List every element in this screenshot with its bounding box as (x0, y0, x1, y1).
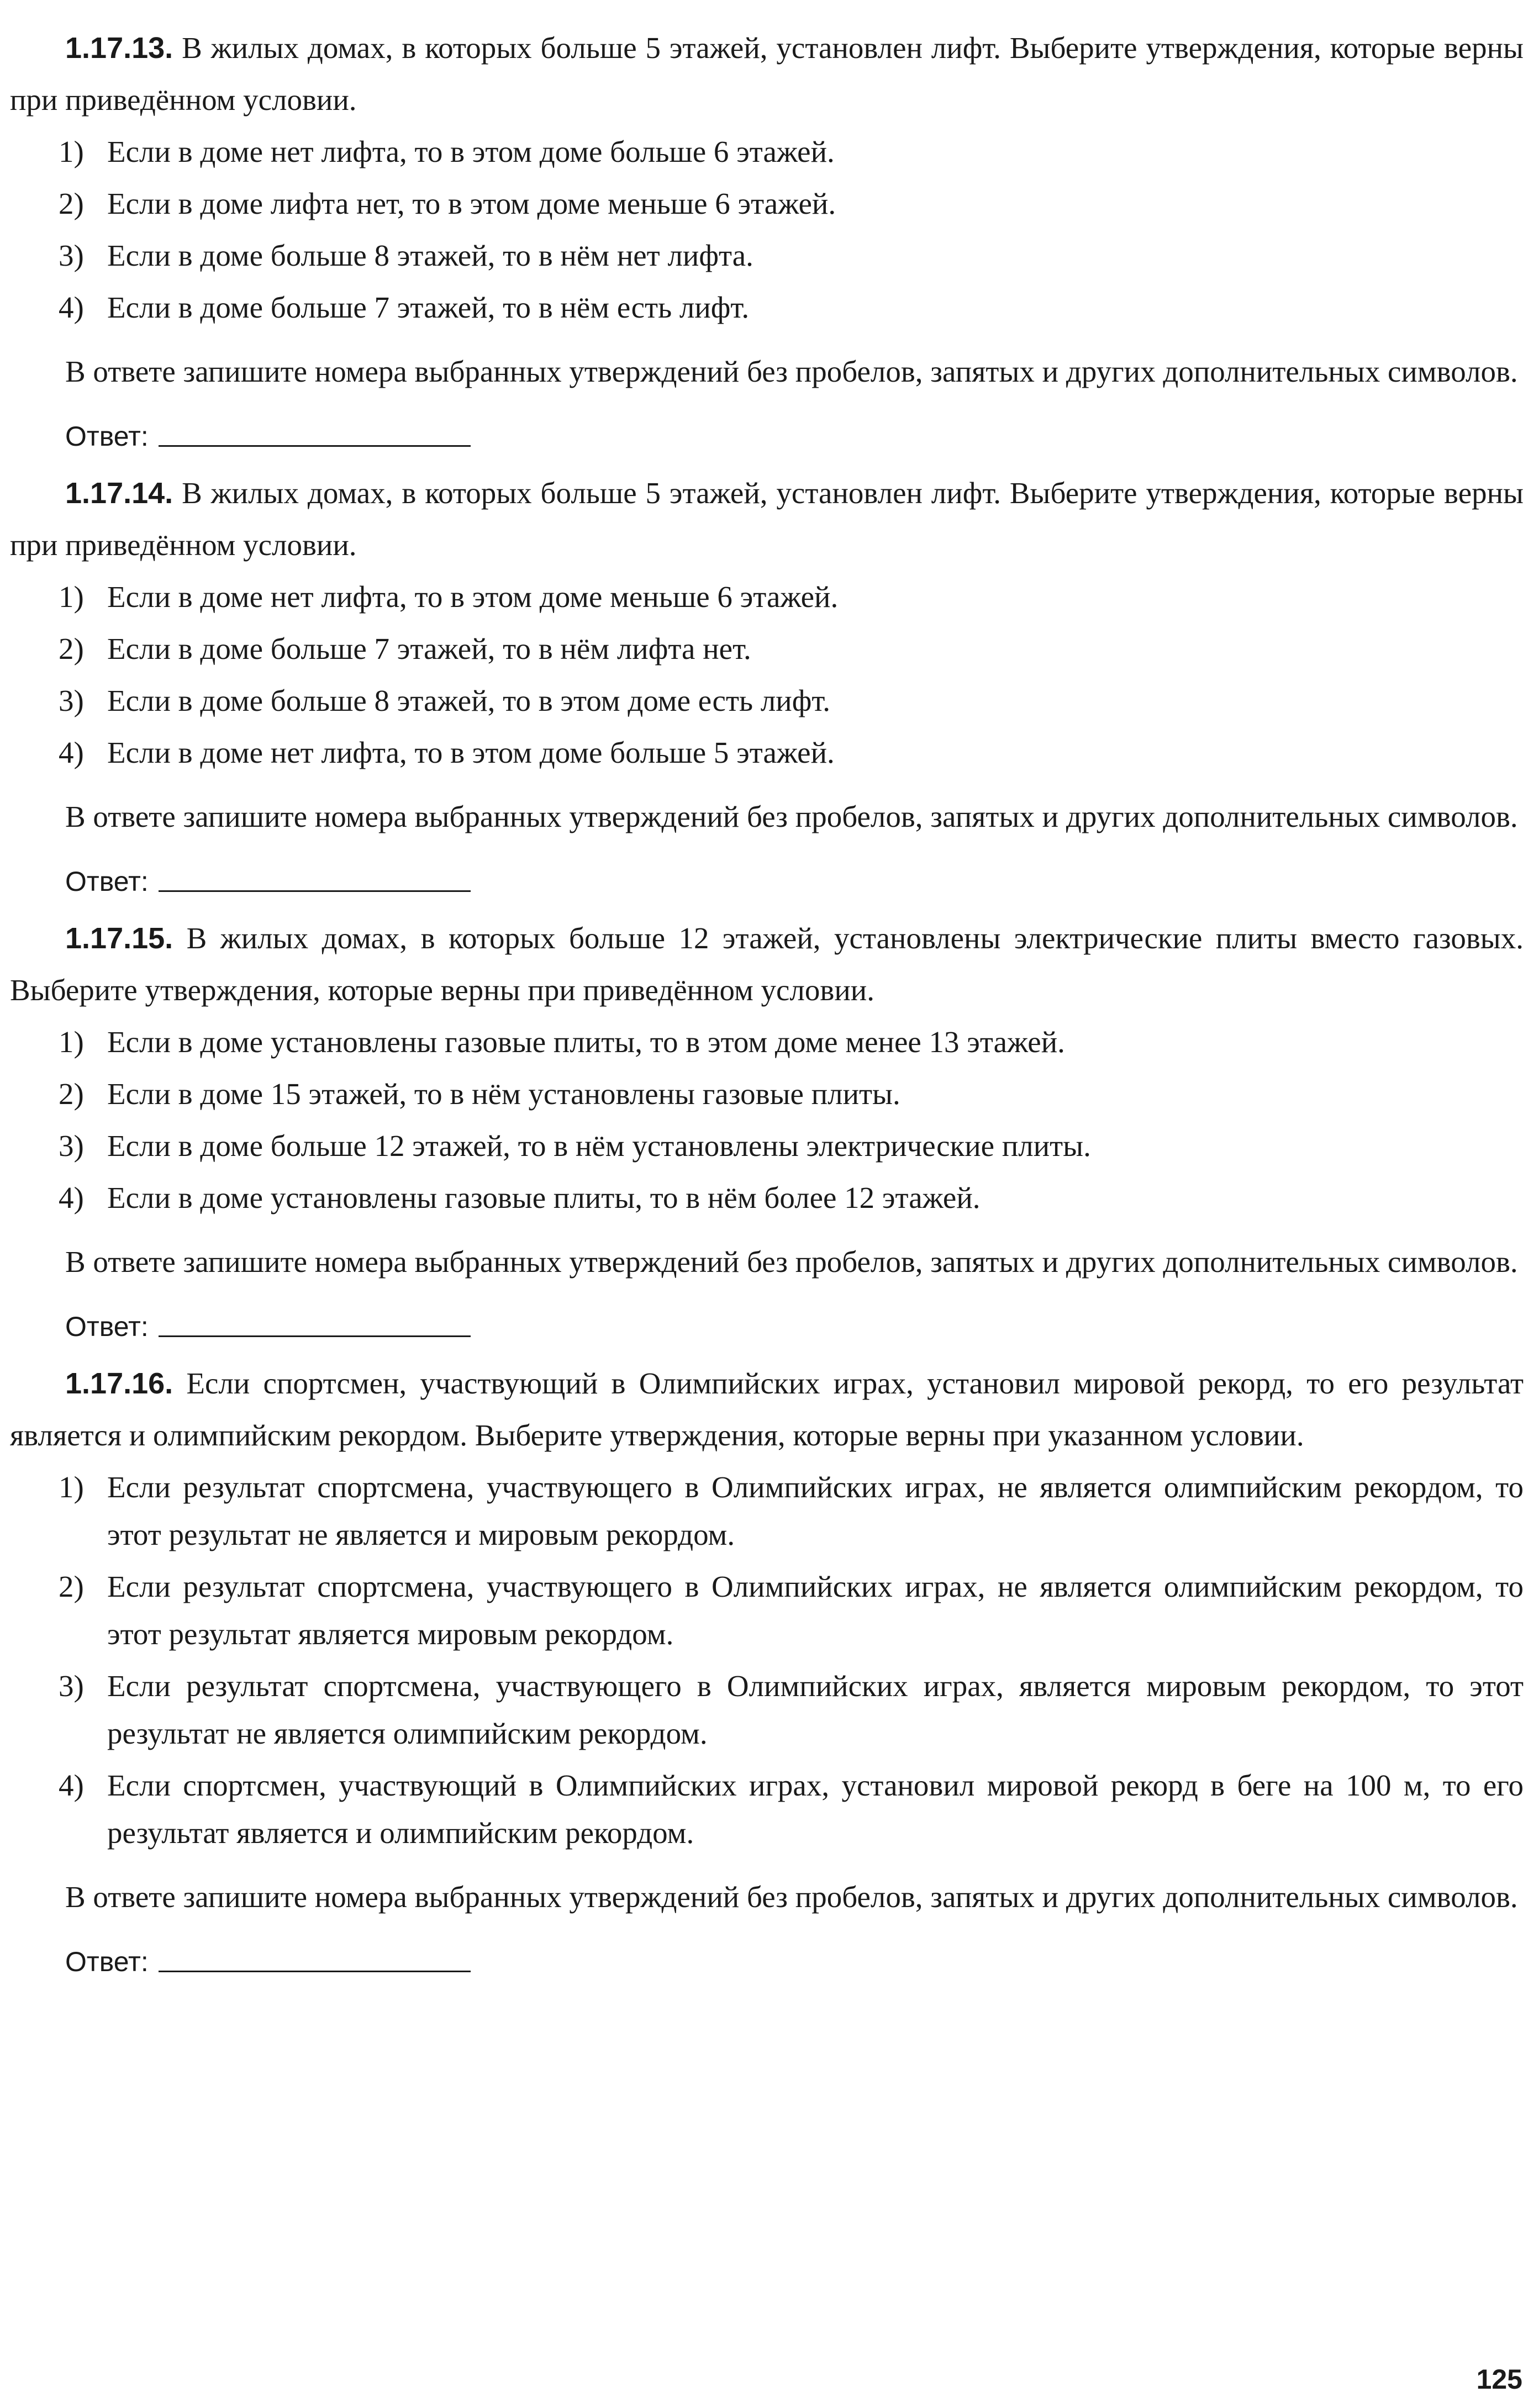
option-text: Если спортсмен, участвующий в Олимпийских играх, установил мировой рекорд в беге на 100 м, то его результат является и олимпийским рекордом. (107, 1768, 1524, 1850)
option-text: Если в доме лифта нет, то в этом доме меньше 6 этажей. (107, 187, 836, 220)
answer-blank[interactable] (159, 1335, 471, 1337)
option-number: 3) (59, 1129, 84, 1163)
problem-1-17-13 (10, 22, 1524, 467)
option-text: Если в доме больше 8 этажей, то в этом доме есть лифт. (107, 684, 830, 717)
option-item (10, 1660, 1524, 1760)
problem-number: 1.17.14. (65, 477, 173, 510)
textbook-page (10, 22, 1524, 1993)
option-number: 1) (59, 1025, 84, 1059)
option-number: 4) (59, 1181, 84, 1214)
option-item (10, 623, 1524, 675)
option-text: Если в доме установлены газовые плиты, то в этом доме менее 13 этажей. (107, 1025, 1065, 1059)
problem-statement (10, 22, 1524, 126)
option-text: Если в доме нет лифта, то в этом доме больше 5 этажей. (107, 736, 835, 769)
answer-row (65, 1931, 1524, 1993)
option-list (10, 571, 1524, 779)
option-number: 4) (59, 291, 84, 324)
problem-1-17-16 (10, 1358, 1524, 1993)
option-item (10, 571, 1524, 623)
answer-label: Ответ: (65, 866, 149, 897)
answer-row (65, 1296, 1524, 1358)
option-number: 3) (59, 1669, 84, 1703)
answer-instruction: В ответе запишите номера выбранных утверждений без пробелов, запятых и других дополнительных символов. (65, 800, 1518, 833)
option-number: 2) (59, 632, 84, 666)
option-item (10, 1760, 1524, 1859)
option-text: Если результат спортсмена, участвующего в Олимпийских играх, является мировым рекордом, то этот результат не является олимпийским рекордом. (107, 1669, 1524, 1750)
option-text: Если в доме больше 8 этажей, то в нём нет лифта. (107, 239, 753, 272)
option-number: 2) (59, 1570, 84, 1603)
problem-statement (10, 467, 1524, 571)
answer-instruction: В ответе запишите номера выбранных утверждений без пробелов, запятых и других дополнительных символов. (65, 1245, 1518, 1279)
answer-instruction: В ответе запишите номера выбранных утверждений без пробелов, запятых и других дополнительных символов. (65, 355, 1518, 388)
answer-row (65, 405, 1524, 467)
option-list (10, 1461, 1524, 1859)
problem-statement-text: Если спортсмен, участвующий в Олимпийских играх, установил мировой рекорд, то его результат является и олимпийским рекордом. Выберите утверждения, которые верны при указанном условии. (10, 1366, 1524, 1452)
option-text: Если в доме нет лифта, то в этом доме меньше 6 этажей. (107, 580, 839, 614)
problem-statement-text: В жилых домах, в которых больше 5 этажей, установлен лифт. Выберите утверждения, которые верны при приведённом условии. (10, 31, 1524, 117)
problem-1-17-14 (10, 467, 1524, 912)
option-number: 1) (59, 135, 84, 168)
answer-blank[interactable] (159, 445, 471, 447)
option-item (10, 1461, 1524, 1561)
page-number: 125 (1476, 2364, 1522, 2395)
answer-instruction: В ответе запишите номера выбранных утверждений без пробелов, запятых и других дополнительных символов. (65, 1880, 1518, 1914)
option-item (10, 675, 1524, 727)
answer-label: Ответ: (65, 1946, 149, 1977)
problem-number: 1.17.16. (65, 1367, 173, 1400)
option-item (10, 1016, 1524, 1068)
answer-blank[interactable] (159, 1971, 471, 1972)
option-item (10, 178, 1524, 230)
option-text: Если в доме установлены газовые плиты, то в нём более 12 этажей. (107, 1181, 981, 1214)
answer-label: Ответ: (65, 1311, 149, 1342)
option-text: Если в доме нет лифта, то в этом доме больше 6 этажей. (107, 135, 835, 168)
option-number: 1) (59, 1470, 84, 1504)
option-number: 4) (59, 736, 84, 769)
option-text: Если результат спортсмена, участвующего в Олимпийских играх, не является олимпийским рекордом, то этот результат не является и мировым рекордом. (107, 1470, 1524, 1551)
problem-statement (10, 912, 1524, 1016)
problem-number: 1.17.15. (65, 922, 173, 955)
option-text: Если в доме больше 12 этажей, то в нём установлены электрические плиты. (107, 1129, 1091, 1163)
option-number: 3) (59, 684, 84, 717)
answer-blank[interactable] (159, 890, 471, 892)
answer-label: Ответ: (65, 421, 149, 452)
option-number: 4) (59, 1768, 84, 1802)
option-item (10, 1120, 1524, 1172)
option-item (10, 1561, 1524, 1660)
option-item (10, 126, 1524, 178)
problem-statement-text: В жилых домах, в которых больше 5 этажей, установлен лифт. Выберите утверждения, которые верны при приведённом условии. (10, 476, 1524, 562)
option-item (10, 230, 1524, 282)
option-item (10, 1068, 1524, 1120)
option-text: Если результат спортсмена, участвующего в Олимпийских играх, не является олимпийским рекордом, то этот результат является мировым рекордом. (107, 1570, 1524, 1651)
option-item (10, 282, 1524, 334)
option-number: 2) (59, 1077, 84, 1111)
option-item (10, 1172, 1524, 1224)
answer-row (65, 851, 1524, 912)
option-text: Если в доме 15 этажей, то в нём установлены газовые плиты. (107, 1077, 900, 1111)
option-list (10, 126, 1524, 334)
problem-statement-text: В жилых домах, в которых больше 12 этажей, установлены электрические плиты вместо газовых. Выберите утверждения, которые верны при приведённом условии. (10, 921, 1524, 1007)
problem-statement (10, 1358, 1524, 1461)
option-list (10, 1016, 1524, 1224)
option-number: 3) (59, 239, 84, 272)
option-text: Если в доме больше 7 этажей, то в нём есть лифт. (107, 291, 750, 324)
problem-1-17-15 (10, 912, 1524, 1358)
option-number: 2) (59, 187, 84, 220)
problem-number: 1.17.13. (65, 31, 173, 65)
option-item (10, 727, 1524, 779)
option-text: Если в доме больше 7 этажей, то в нём лифта нет. (107, 632, 751, 666)
option-number: 1) (59, 580, 84, 614)
